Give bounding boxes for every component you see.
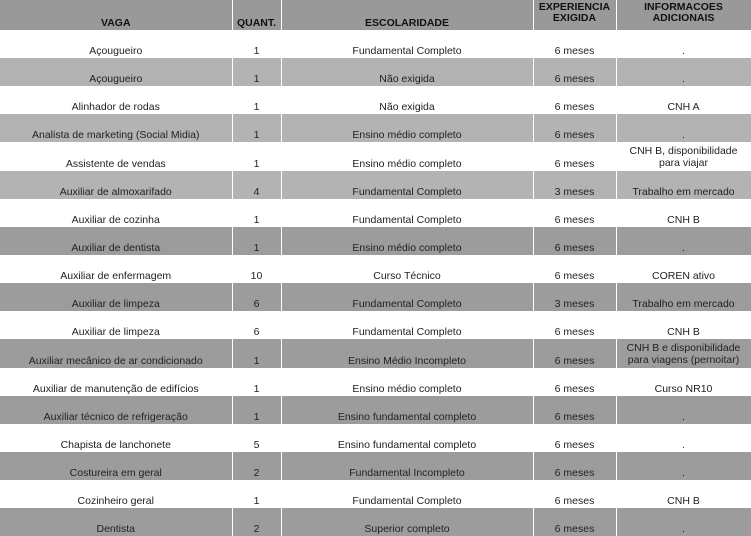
cell-info: Curso NR10 <box>616 368 751 396</box>
cell-escolaridade: Ensino fundamental completo <box>281 424 533 452</box>
cell-info: CNH A <box>616 86 751 114</box>
cell-escolaridade: Ensino Médio Incompleto <box>281 339 533 368</box>
table-row <box>0 283 751 311</box>
cell-vaga: Auxiliar de limpeza <box>0 311 232 339</box>
cell-info: Trabalho em mercado <box>616 171 751 199</box>
cell-vaga: Costureira em geral <box>0 452 232 480</box>
cell-experiencia: 6 meses <box>533 30 616 58</box>
cell-info: . <box>616 424 751 452</box>
cell-info: . <box>616 452 751 480</box>
cell-vaga: Dentista <box>0 508 232 536</box>
table-row <box>0 424 751 452</box>
cell-escolaridade: Não exigida <box>281 86 533 114</box>
cell-escolaridade: Ensino médio completo <box>281 142 533 171</box>
table-row <box>0 339 751 368</box>
cell-info: COREN ativo <box>616 255 751 283</box>
header-experiencia <box>533 0 616 30</box>
table-row <box>0 396 751 424</box>
cell-escolaridade: Fundamental Completo <box>281 311 533 339</box>
cell-vaga: Açougueiro <box>0 30 232 58</box>
cell-quant: 1 <box>232 114 281 142</box>
table-row <box>0 142 751 171</box>
cell-quant: 1 <box>232 339 281 368</box>
cell-vaga: Açougueiro <box>0 58 232 86</box>
cell-escolaridade: Fundamental Incompleto <box>281 452 533 480</box>
table-row <box>0 58 751 86</box>
cell-info: . <box>616 30 751 58</box>
header-experiencia-line1: EXPERIENCIA <box>538 1 611 13</box>
cell-info-line2: para viagens (pernoitar) <box>627 354 740 366</box>
header-row <box>0 0 751 30</box>
cell-escolaridade: Fundamental Completo <box>281 480 533 508</box>
cell-experiencia: 3 meses <box>533 171 616 199</box>
table-row <box>0 30 751 58</box>
cell-quant: 1 <box>232 199 281 227</box>
cell-vaga: Cozinheiro geral <box>0 480 232 508</box>
cell-experiencia: 6 meses <box>533 452 616 480</box>
cell-experiencia: 3 meses <box>533 283 616 311</box>
table-row <box>0 171 751 199</box>
cell-experiencia: 6 meses <box>533 480 616 508</box>
cell-escolaridade: Ensino médio completo <box>281 114 533 142</box>
cell-experiencia: 6 meses <box>533 114 616 142</box>
cell-info: . <box>616 58 751 86</box>
header-info-line1: INFORMACOES <box>644 1 723 13</box>
cell-vaga: Auxiliar de cozinha <box>0 199 232 227</box>
cell-vaga: Auxiliar de manutenção de edifícios <box>0 368 232 396</box>
header-vaga: VAGA <box>0 0 232 30</box>
cell-experiencia: 6 meses <box>533 368 616 396</box>
header-escolaridade: ESCOLARIDADE <box>281 0 533 30</box>
cell-info: Trabalho em mercado <box>616 283 751 311</box>
cell-experiencia: 6 meses <box>533 227 616 255</box>
cell-vaga: Auxiliar de enfermagem <box>0 255 232 283</box>
cell-vaga: Auxiliar de dentista <box>0 227 232 255</box>
cell-quant: 1 <box>232 86 281 114</box>
cell-vaga: Auxiliar de almoxarifado <box>0 171 232 199</box>
cell-info: CNH B <box>616 311 751 339</box>
cell-experiencia: 6 meses <box>533 142 616 171</box>
table-row <box>0 255 751 283</box>
cell-info: . <box>616 227 751 255</box>
cell-escolaridade: Curso Técnico <box>281 255 533 283</box>
cell-escolaridade: Superior completo <box>281 508 533 536</box>
cell-quant: 1 <box>232 396 281 424</box>
cell-info-line1: CNH B e disponibilidade <box>626 342 741 354</box>
header-experiencia-line2: EXIGIDA <box>552 12 597 24</box>
cell-info: CNH B <box>616 199 751 227</box>
cell-escolaridade: Fundamental Completo <box>281 283 533 311</box>
table-row <box>0 114 751 142</box>
cell-quant: 10 <box>232 255 281 283</box>
cell-experiencia: 6 meses <box>533 86 616 114</box>
cell-info: . <box>616 114 751 142</box>
cell-info-line2: para viajar <box>658 157 709 169</box>
cell-quant: 1 <box>232 480 281 508</box>
cell-quant: 5 <box>232 424 281 452</box>
cell-experiencia: 6 meses <box>533 199 616 227</box>
header-quant: QUANT. <box>232 0 281 30</box>
cell-vaga: Auxiliar de limpeza <box>0 283 232 311</box>
cell-escolaridade: Ensino médio completo <box>281 227 533 255</box>
cell-vaga: Auxiliar mecânico de ar condicionado <box>0 339 232 368</box>
cell-escolaridade: Ensino médio completo <box>281 368 533 396</box>
cell-info: . <box>616 508 751 536</box>
cell-quant: 1 <box>232 227 281 255</box>
cell-experiencia: 6 meses <box>533 255 616 283</box>
cell-info: . <box>616 396 751 424</box>
cell-quant: 1 <box>232 142 281 171</box>
cell-quant: 4 <box>232 171 281 199</box>
cell-experiencia: 6 meses <box>533 508 616 536</box>
cell-info <box>616 339 751 368</box>
cell-experiencia: 6 meses <box>533 311 616 339</box>
table-row <box>0 480 751 508</box>
cell-quant: 1 <box>232 368 281 396</box>
cell-vaga: Analista de marketing (Social Midia) <box>0 114 232 142</box>
cell-info: CNH B <box>616 480 751 508</box>
cell-info-line1: CNH B, disponibilidade <box>629 145 738 157</box>
cell-escolaridade: Fundamental Completo <box>281 199 533 227</box>
cell-escolaridade: Não exigida <box>281 58 533 86</box>
cell-experiencia: 6 meses <box>533 396 616 424</box>
cell-vaga: Chapista de lanchonete <box>0 424 232 452</box>
cell-quant: 1 <box>232 58 281 86</box>
cell-quant: 6 <box>232 311 281 339</box>
table-row <box>0 452 751 480</box>
cell-experiencia: 6 meses <box>533 424 616 452</box>
cell-experiencia: 6 meses <box>533 58 616 86</box>
cell-quant: 2 <box>232 508 281 536</box>
cell-experiencia: 6 meses <box>533 339 616 368</box>
table-row <box>0 86 751 114</box>
cell-escolaridade: Fundamental Completo <box>281 171 533 199</box>
cell-vaga: Alinhador de rodas <box>0 86 232 114</box>
table-row <box>0 311 751 339</box>
cell-info <box>616 142 751 171</box>
table-body <box>0 30 751 536</box>
table-row <box>0 199 751 227</box>
table-row <box>0 227 751 255</box>
cell-quant: 2 <box>232 452 281 480</box>
cell-vaga: Auxiliar técnico de refrigeração <box>0 396 232 424</box>
cell-escolaridade: Ensino fundamental completo <box>281 396 533 424</box>
table-row <box>0 508 751 536</box>
cell-quant: 6 <box>232 283 281 311</box>
cell-vaga: Assistente de vendas <box>0 142 232 171</box>
header-info <box>616 0 751 30</box>
header-info-line2: ADICIONAIS <box>652 12 715 24</box>
cell-escolaridade: Fundamental Completo <box>281 30 533 58</box>
table-row <box>0 368 751 396</box>
cell-quant: 1 <box>232 30 281 58</box>
